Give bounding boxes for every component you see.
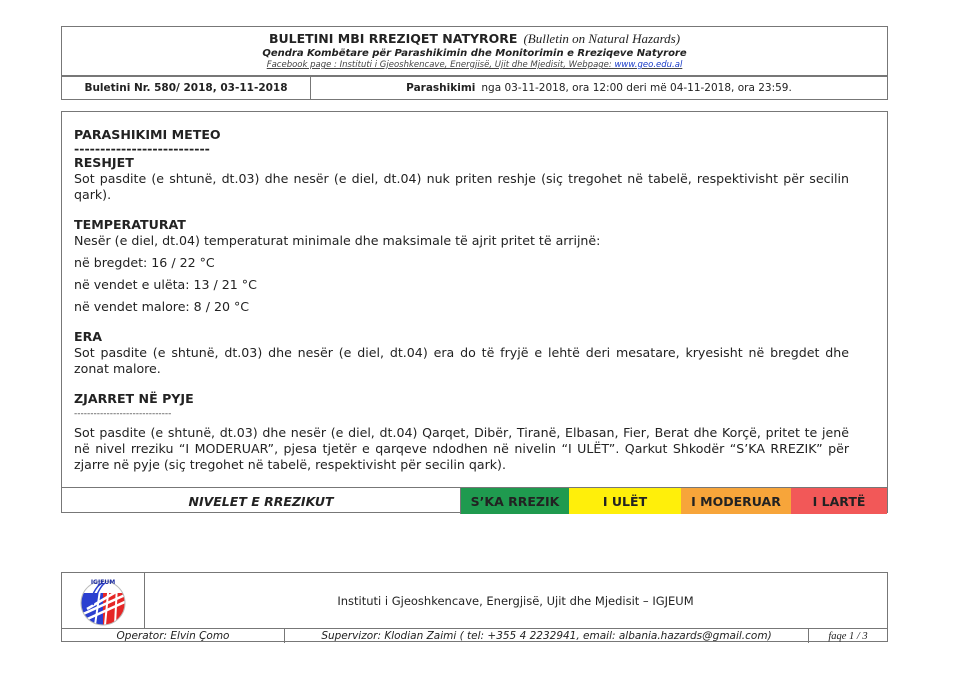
header-title-line [62,31,887,47]
supervisor-contact: Supervizor: Klodian Zaimi ( tel: +355 4 2232941, email: albania.hazards@gmail.com) [285,629,809,643]
webpage-link[interactable]: www.geo.edu.al [614,60,683,70]
page-number: faqe 1 / 3 [828,630,868,642]
header-title: BULETINI MBI RREZIQET NATYRORE [268,31,518,46]
forecast-period-cell [311,77,887,99]
zjarret-divider: ------------------------------ [74,409,172,419]
temperature-mountains: në vendet malore: 8 / 20 °C [74,299,250,314]
reshjet-title: RESHJET [74,155,134,170]
zjarret-title: ZJARRET NË PYJE [74,391,194,406]
bulletin-info-row [61,76,888,100]
era-title: ERA [74,329,103,344]
zjarret-text: Sot pasdite (e shtunë, dt.03) dhe nesër (e diel, dt.04) Qarqet, Dibër, Tiranë, Elbasan, Fier, Berat dhe Korçë, pritet te jenë në nivel rreziku “I MODERUAR”, pjesa tjetër e qarqeve ndodhen në nivelin “I ULËT”. Qarkut Shkodër “S’KA RREZIK” për zjarre në pyje (siç tregohet në tabelë, respektivisht për secilin qark). [74,425,849,472]
temperaturat-intro: Nesër (e diel, dt.04) temperaturat minimale dhe maksimale të ajrit pritet të arrijnë: [74,233,601,248]
risk-level-none: S’KA RREZIK [461,488,569,514]
bulletin-number: Buletini Nr. 580/ 2018, 03-11-2018 [62,77,311,99]
risk-levels-label: NIVELET E RREZIKUT [62,488,461,514]
header-links [62,60,887,70]
temperature-coast: në bregdet: 16 / 22 °C [74,255,215,270]
institute-name: Instituti i Gjeoshkencave, Energjisë, Ujit dhe Mjedisit – IGJEUM [337,593,694,608]
header-subtitle: Qendra Kombëtare për Parashikimin dhe Monitorimin e Rreziqeve Natyrore [262,48,687,59]
risk-levels-legend [62,487,887,514]
igjeum-logo [62,573,145,628]
operator-name: Operator: Elvin Çomo [62,629,285,643]
section-title-meteo: PARASHIKIMI METEO [74,127,221,142]
forecast-period: nga 03-11-2018, ora 12:00 deri më 04-11-2018, ora 23:59. [481,82,792,94]
facebook-page-text: Facebook page : Instituti i Gjeoshkencave, Energjisë, Ujit dhe Mjedisit, Webpage: [266,60,615,70]
temperature-lowlands: në vendet e ulëta: 13 / 21 °C [74,277,257,292]
section-divider: -------------------------- [74,141,210,156]
forecast-content [74,127,849,473]
risk-level-moderate: I MODERUAR [681,488,791,514]
era-text: Sot pasdite (e shtunë, dt.03) dhe nesër (e diel, dt.04) era do të fryjë e lehtë deri mesatare, kryesisht në bregdet dhe zonat malore. [74,345,849,376]
temperaturat-title: TEMPERATURAT [74,217,186,232]
reshjet-text: Sot pasdite (e shtunë, dt.03) dhe nesër (e diel, dt.04) nuk priten reshje (siç tregohet në tabelë, respektivisht për secilin qark). [74,171,849,202]
forecast-label: Parashikimi [406,82,476,94]
igjeum-globe-icon [75,575,131,627]
logo-text: IGJEUM [90,578,116,586]
bulletin-header [61,26,888,76]
risk-level-low: I ULËT [569,488,681,514]
risk-level-high: I LARTË [791,488,887,514]
footer-contact-row [62,628,887,643]
forecast-content-box [61,111,888,513]
header-title-english: (Bulletin on Natural Hazards) [523,31,681,46]
footer [61,572,888,642]
